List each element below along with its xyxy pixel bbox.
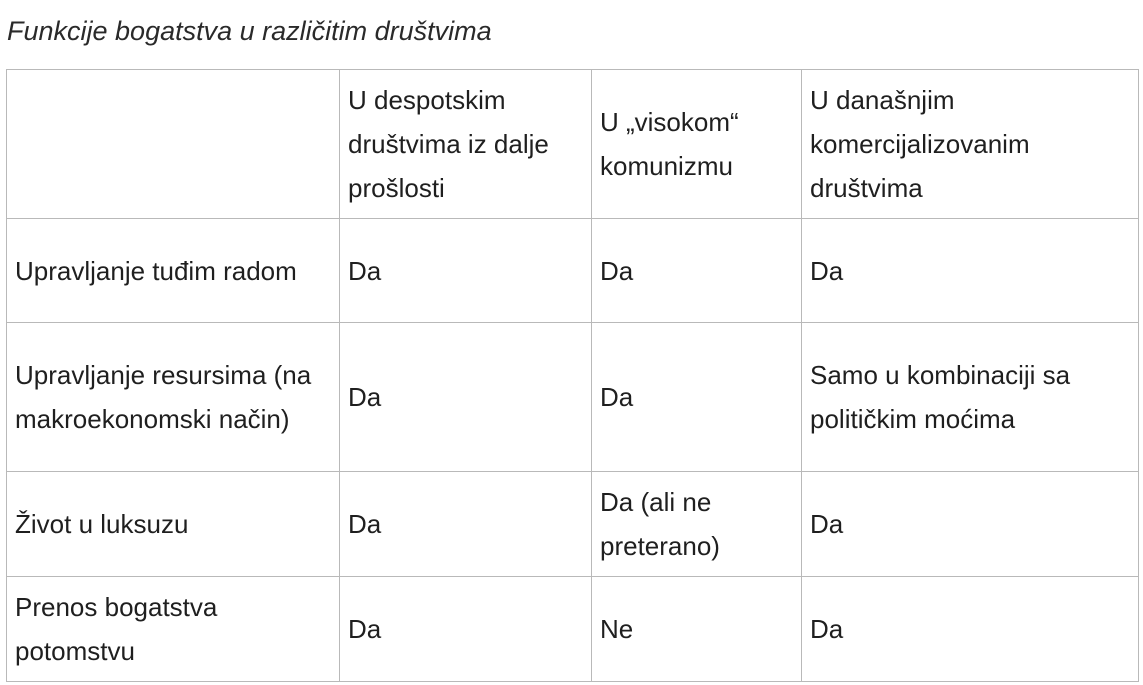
row-label: Upravljanje tuđim radom bbox=[7, 219, 340, 323]
table-caption: Funkcije bogatstva u različitim društvima bbox=[7, 16, 492, 46]
header-cell-empty bbox=[7, 70, 340, 219]
table-cell: Da bbox=[340, 323, 592, 472]
table-cell: Da bbox=[802, 472, 1139, 577]
table-row bbox=[7, 323, 1139, 472]
table-cell: Da bbox=[592, 323, 802, 472]
table-cell: Samo u kombinaciji sa političkim moćima bbox=[802, 323, 1139, 472]
row-label: Život u luksuzu bbox=[7, 472, 340, 577]
header-cell-commercial: U današnjim komercijalizovanim društvima bbox=[802, 70, 1139, 219]
table-cell: Da bbox=[592, 219, 802, 323]
table-cell: Da bbox=[340, 577, 592, 682]
row-label: Upravljanje resursima (na makroekonomski način) bbox=[7, 323, 340, 472]
row-label: Prenos bogatstva potomstvu bbox=[7, 577, 340, 682]
table-cell: Da bbox=[802, 219, 1139, 323]
table-row bbox=[7, 577, 1139, 682]
table-cell: Da bbox=[802, 577, 1139, 682]
header-cell-high-communism: U „visokom“ komunizmu bbox=[592, 70, 802, 219]
table-cell: Ne bbox=[592, 577, 802, 682]
table-cell: Da bbox=[340, 472, 592, 577]
table-header-row bbox=[7, 70, 1139, 219]
table-cell: Da (ali ne preterano) bbox=[592, 472, 802, 577]
table-cell: Da bbox=[340, 219, 592, 323]
table-row bbox=[7, 219, 1139, 323]
table-row bbox=[7, 472, 1139, 577]
header-cell-despotic: U despotskim društvima iz dalje prošlosti bbox=[340, 70, 592, 219]
comparison-table bbox=[6, 69, 1139, 682]
